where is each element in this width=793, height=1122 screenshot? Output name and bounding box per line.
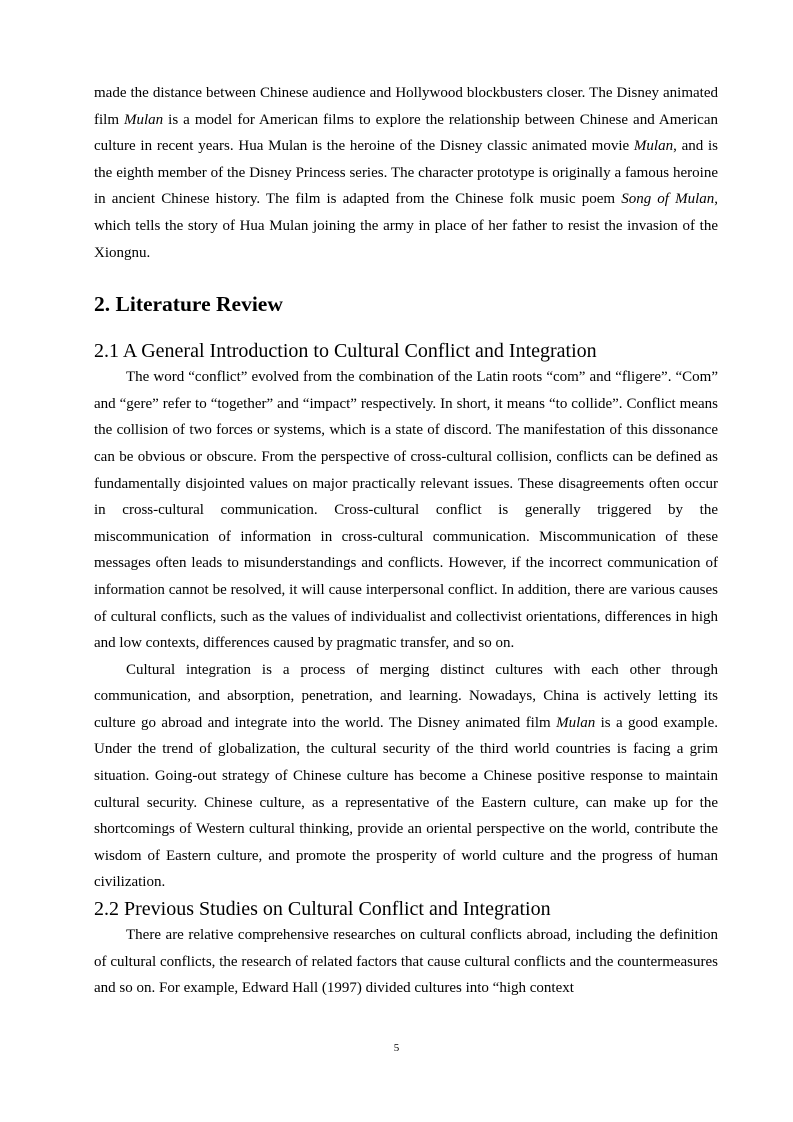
subsection-heading-2-1: 2.1 A General Introduction to Cultural Conflict and Integration	[94, 340, 597, 363]
page-number: 5	[393, 1042, 400, 1054]
section-heading-literature-review: 2. Literature Review	[94, 292, 283, 317]
paragraph-previous-studies: There are relative comprehensive researches on cultural conflicts abroad, including the definition of cultural conflicts, the research of related factors that cause cultural conflicts and the countermeasures and so on. For example, Edward Hall (1997) divided cultures into “high context	[94, 927, 718, 997]
italic-title: Mulan	[633, 138, 674, 155]
italic-title: Mulan	[124, 111, 164, 128]
italic-title: Mulan	[556, 714, 596, 731]
page-content	[94, 80, 718, 1002]
paragraph-intro-continued: made the distance between Chinese audience and Hollywood blockbusters closer. The Disney animated film Mulan is a model for American films to explore the relationship between Chinese and American culture in recent years. Hua Mulan is the heroine of the Disney classic animated movie Mulan, and is the eighth member of the Disney Princess series. The character prototype is originally a famous heroine in ancient Chinese history. The film is adapted from the Chinese folk music poem Song of Mulan, which tells the story of Hua Mulan joining the army in place of her father to resist the invasion of the Xiongnu.	[94, 85, 718, 261]
paragraph-cultural-conflict: The word “conflict” evolved from the combination of the Latin roots “com” and “fligere”. “Com” and “gere” refer to “together” and “impact” respectively. In short, it means “to collide”. Conflict means the collision of two forces or systems, which is a state of discord. The manifestation of this dissonance can be obvious or obscure. From the perspective of cross-cultural collision, conflicts can be defined as fundamentally disjointed values on major practically relevant issues. These disagreements often occur in cross-cultural communication. Cross-cultural conflict is generally triggered by the miscommunication of information in cross-cultural communication. Miscommunication of these messages often leads to misunderstandings and conflicts. However, if the incorrect communication of information cannot be resolved, it will cause interpersonal conflict. In addition, there are various causes of cultural conflicts, such as the values of individualist and collectivist orientations, differences in high and low contexts, differences caused by pragmatic transfer, and so on.	[94, 369, 718, 652]
subsection-heading-2-2: 2.2 Previous Studies on Cultural Conflict and Integration	[94, 898, 551, 921]
italic-title: Song of Mulan	[621, 191, 715, 208]
paragraph-cultural-integration: Cultural integration is a process of merging distinct cultures with each other through communication, and absorption, penetration, and learning. Nowadays, China is actively letting its culture go abroad and integrate into the world. The Disney animated film Mulan is a good example. Under the trend of globalization, the cultural security of the third world countries is facing a grim situation. Going-out strategy of Chinese culture has become a Chinese positive response to maintain cultural security. Chinese culture, as a representative of the Eastern culture, can make up for the shortcomings of Western cultural thinking, provide an oriental perspective on the world, contribute the wisdom of Eastern culture, and promote the prosperity of world culture and the progress of human civilization.	[94, 661, 718, 891]
